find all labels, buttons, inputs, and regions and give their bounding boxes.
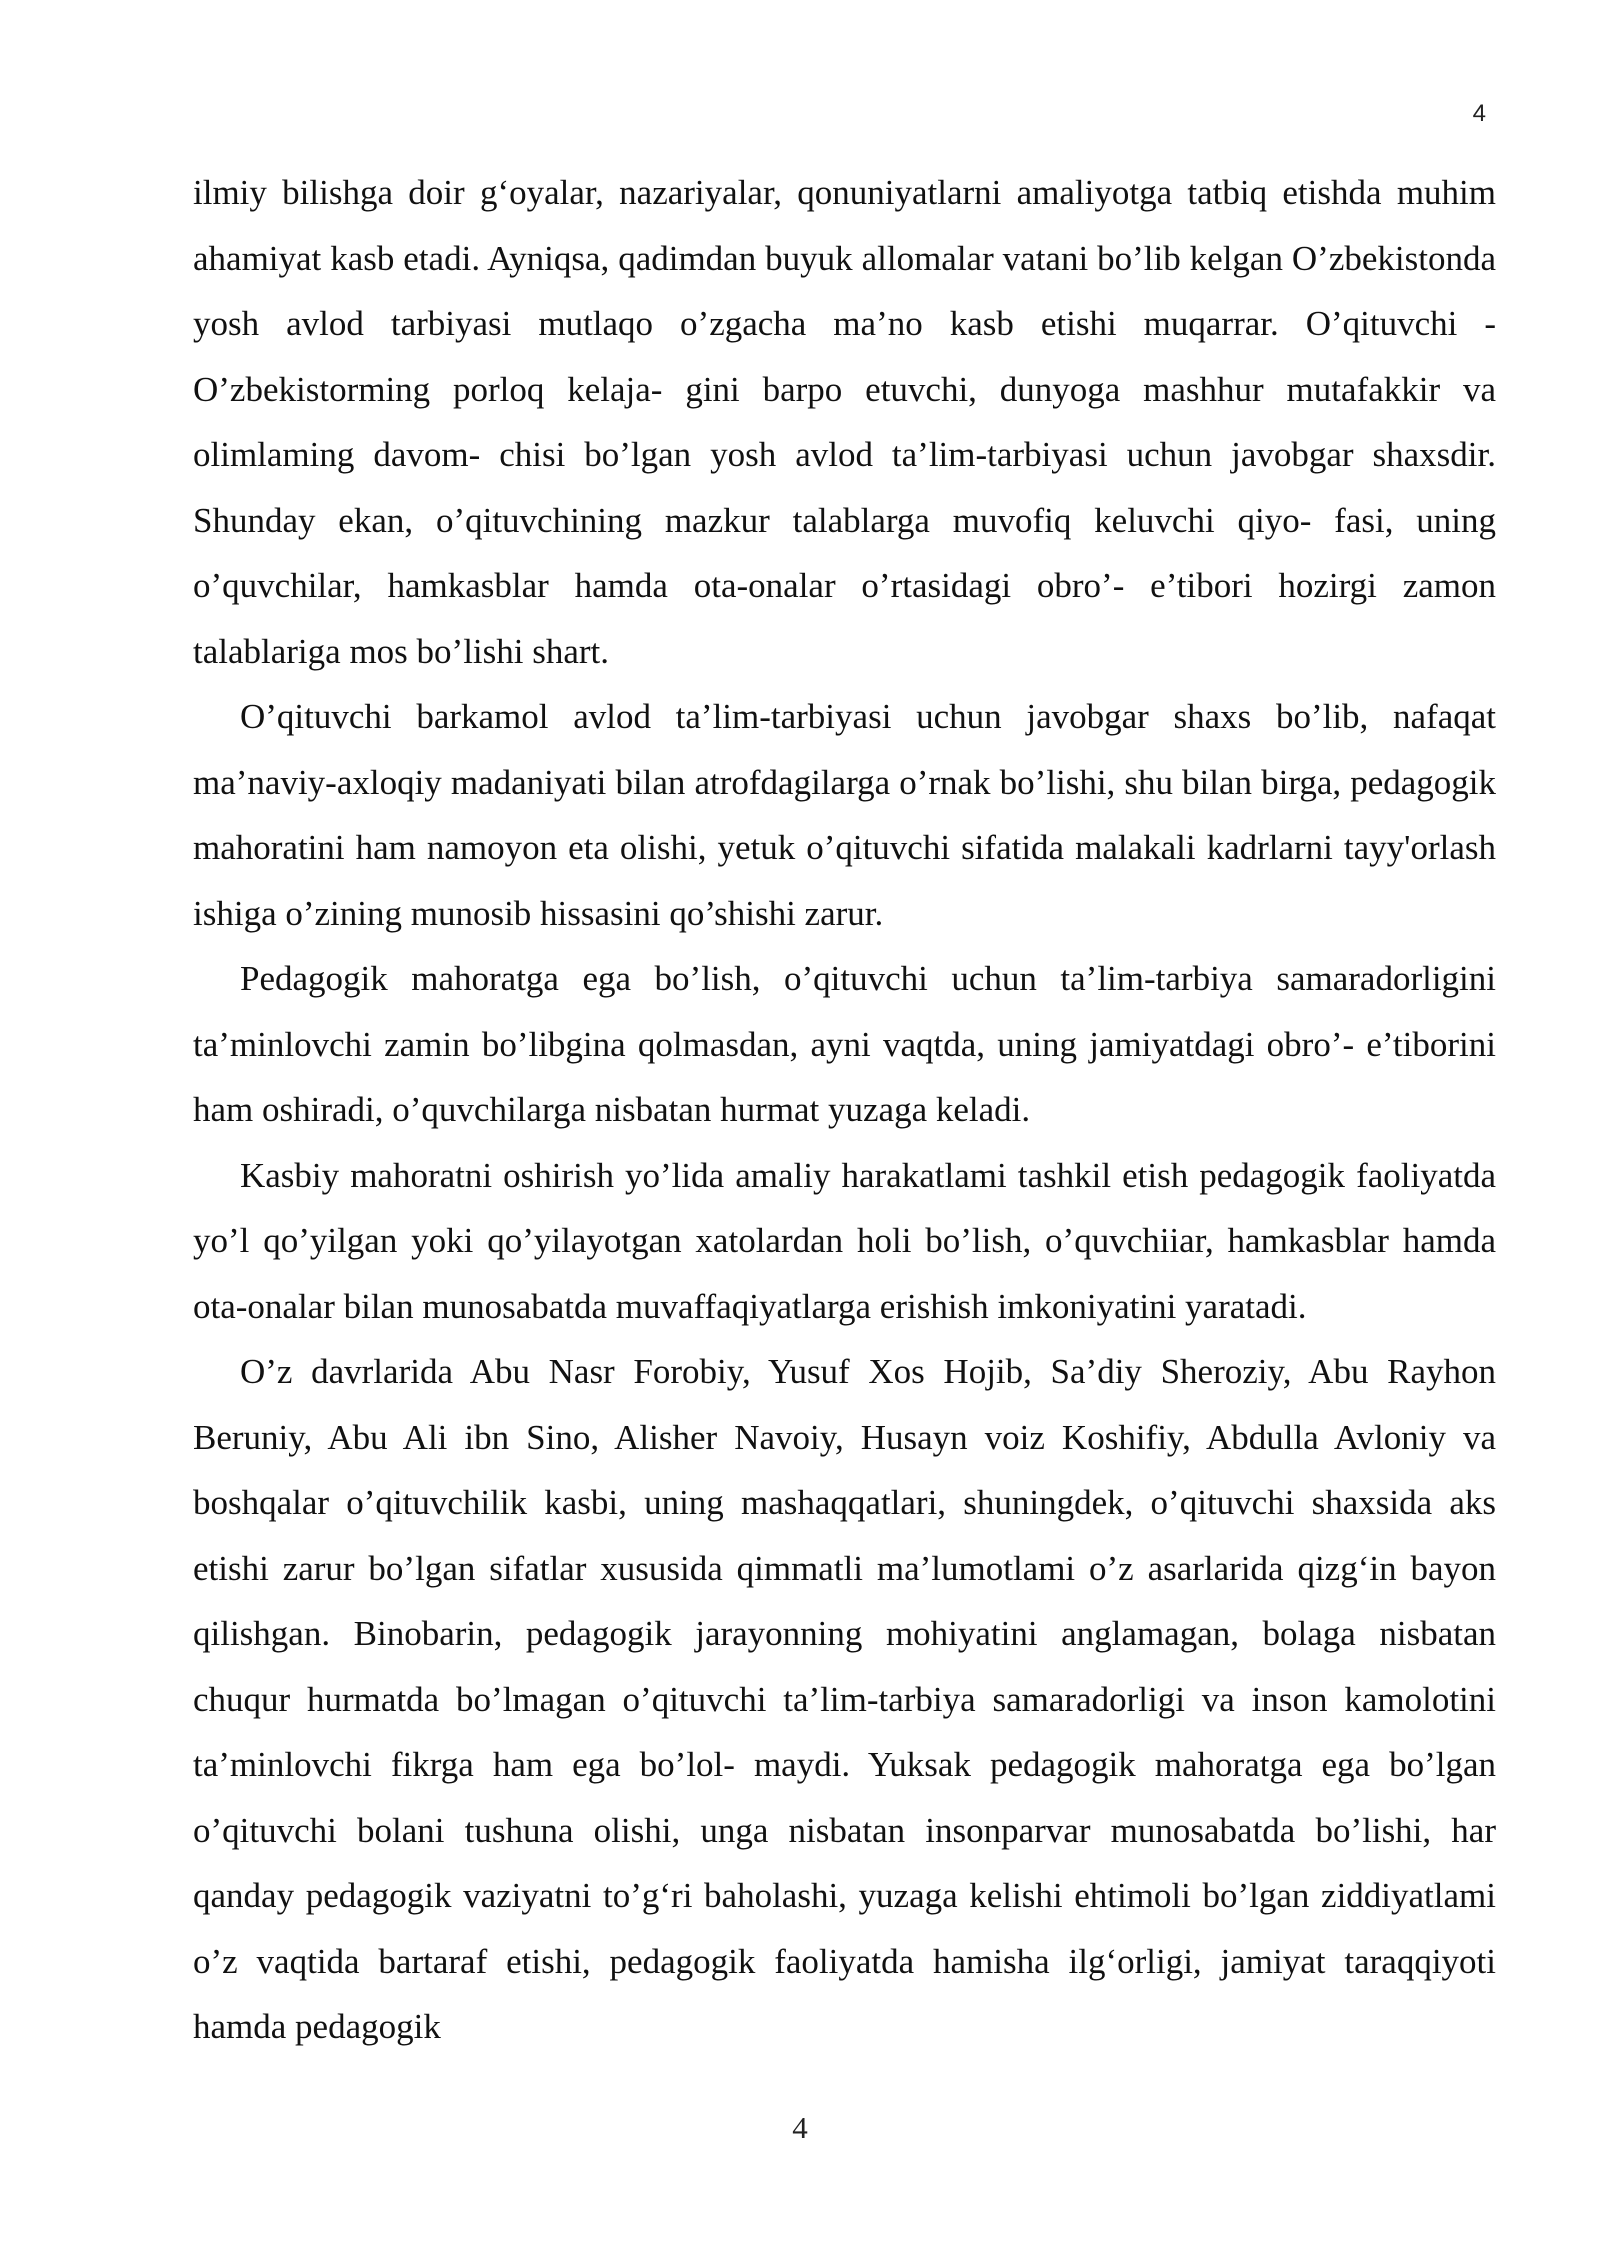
- paragraph-2: O’qituvchi barkamol avlod ta’lim-tarbiyasi uchun javobgar shaxs bo’lib, nafaqat ma’naviy-axloqiy madaniyati bilan atrofdagilarga o’rnak bo’lishi, shu bilan birga, pedagogik mahoratini ham namoyon eta olishi, yetuk o’qituvchi sifatida malakali kadrlarni tayy'orlash ishiga o’zining munosib hissasini qo’shishi zarur.: [193, 697, 1496, 933]
- document-body: [193, 160, 1496, 2060]
- footer-page-number: 4: [792, 2110, 808, 2145]
- paragraph-4: Kasbiy mahoratni oshirish yo’lida amaliy harakatlami tashkil etish pedagogik faoliyatda yo’l qo’yilgan yoki qo’yilayotgan xatolardan holi bo’lish, o’quvchiiar, hamkasblar hamda ota-onalar bilan munosabatda muvaffaqiyatlarga erishish imkoniyatini yaratadi.: [193, 1155, 1496, 1326]
- paragraph-3: Pedagogik mahoratga ega bo’lish, o’qituvchi uchun ta’lim-tarbiya samaradorligini ta’minlovchi zamin bo’libgina qolmasdan, ayni vaqtda, uning jamiyatdagi obro’- e’tiborini ham oshiradi, o’quvchilarga nisbatan hurmat yuzaga keladi.: [193, 959, 1496, 1129]
- header-page-number: 4: [1472, 100, 1486, 127]
- paragraph-5: O’z davrlarida Abu Nasr Forobiy, Yusuf Xos Hojib, Sa’diy Sheroziy, Abu Rayhon Beruniy, Abu Ali ibn Sino, Alisher Navoiy, Husayn voiz Koshifiy, Abdulla Avloniy va boshqalar o’qituvchilik kasbi, uning mashaqqatlari, shuningdek, o’qituvchi shaxsida aks etishi zarur bo’lgan sifatlar xususida qimmatli ma’lumotlami o’z asarlarida qizg‘in bayon qilishgan. Binobarin, pedagogik jarayonning mohiyatini anglamagan, bolaga nisbatan chuqur hurmatda bo’lmagan o’qituvchi ta’lim-tarbiya samaradorligi va inson kamolotini ta’minlovchi fikrga ham ega bo’lol- maydi. Yuksak pedagogik mahoratga ega bo’lgan o’qituvchi bolani tushuna olishi, unga nisbatan insonparvar munosabatda bo’lishi, har qanday pedagogik vaziyatni to’g‘ri baholashi, yuzaga kelishi ehtimoli bo’lgan ziddiyatlami o’z vaqtida bartaraf etishi, pedagogik faoliyatda hamisha ilg‘orligi, jamiyat taraqqiyoti hamda pedagogik: [193, 1352, 1496, 2046]
- paragraph-1: ilmiy bilishga doir g‘oyalar, nazariyalar, qonuniyatlarni amaliyotga tatbiq etishda muhim ahamiyat kasb etadi. Ayniqsa, qadimdan buyuk allomalar vatani bo’lib kelgan O’zbekistonda yosh avlod tarbiyasi mutlaqo o’zgacha ma’no kasb etishi muqarrar. O’qituvchi - O’zbekistorming porloq kelaja- gini barpo etuvchi, dunyoga mashhur mutafakkir va olimlaming davom- chisi bo’lgan yosh avlod ta’lim-tarbiyasi uchun javobgar shaxsdir. Shunday ekan, o’qituvchining mazkur talablarga muvofiq keluvchi qiyo- fasi, uning o’quvchilar, hamkasblar hamda ota-onalar o’rtasidagi obro’- e’tibori hozirgi zamon talablariga mos bo’lishi shart.: [193, 173, 1496, 671]
